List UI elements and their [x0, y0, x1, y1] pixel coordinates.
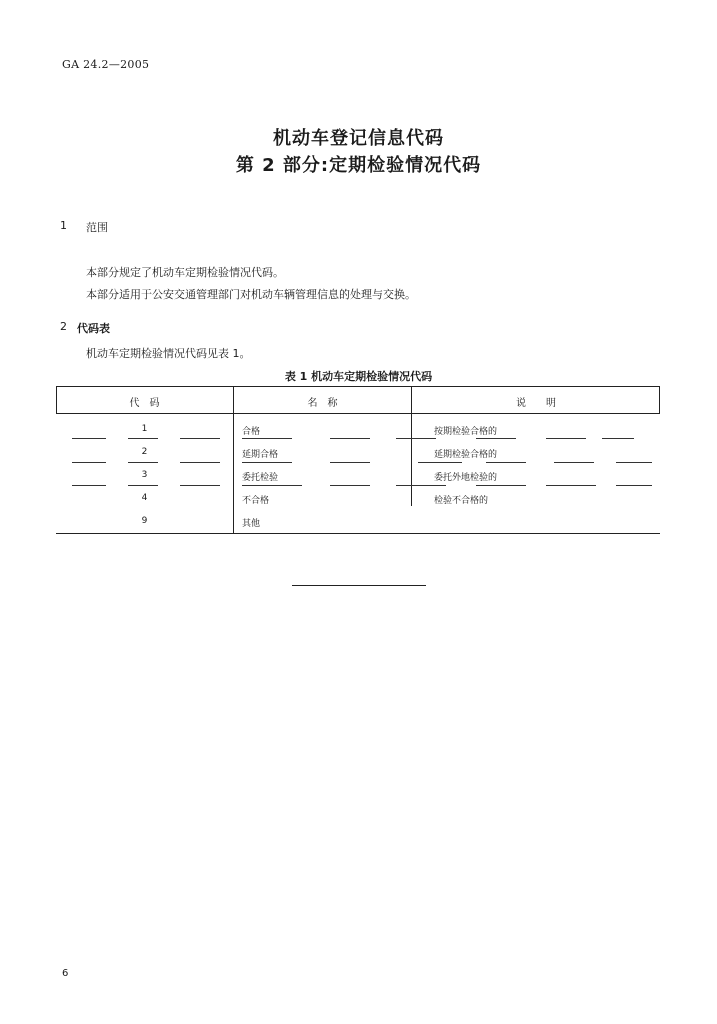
row-separator [476, 485, 526, 486]
row-separator [476, 438, 516, 439]
row-separator [330, 438, 370, 439]
row-code: 2 [141, 447, 148, 457]
row-name: 其他 [242, 519, 261, 529]
header-name: 名 称 [307, 398, 338, 409]
row-separator [554, 462, 594, 463]
document-title: 机动车登记信息代码 [273, 128, 444, 149]
row-description: 检验不合格的 [434, 496, 489, 506]
row-separator [546, 485, 596, 486]
row-separator [72, 485, 106, 486]
table-top-border [56, 386, 660, 387]
row-separator [242, 462, 292, 463]
page-number: 6 [62, 968, 69, 979]
section-1-paragraph-1: 本部分规定了机动车定期检验情况代码。 [86, 266, 284, 279]
row-code: 4 [141, 493, 148, 503]
row-separator [180, 485, 220, 486]
row-separator [330, 462, 370, 463]
row-separator [396, 485, 446, 486]
row-separator [396, 438, 436, 439]
section-1-paragraph-2: 本部分适用于公安交通管理部门对机动车辆管理信息的处理与交换。 [86, 288, 416, 301]
row-separator [242, 438, 292, 439]
standard-number: GA 24.2—2005 [62, 58, 150, 71]
code-table [56, 386, 660, 534]
row-name: 不合格 [242, 496, 270, 506]
row-separator [180, 438, 220, 439]
row-name: 委托检验 [242, 473, 279, 483]
row-separator [72, 438, 106, 439]
row-separator [330, 485, 370, 486]
row-separator [72, 462, 106, 463]
header-code: 代 码 [129, 398, 160, 409]
table-header-separator [56, 413, 660, 414]
row-separator [486, 462, 526, 463]
table-bottom-border [56, 533, 660, 534]
table-caption: 表 1 机动车定期检验情况代码 [284, 370, 433, 383]
row-separator [128, 462, 158, 463]
row-name: 延期合格 [242, 450, 279, 460]
row-separator [546, 438, 586, 439]
row-separator [242, 485, 302, 486]
section-1-title: 范围 [86, 221, 108, 234]
section-2-paragraph-1: 机动车定期检验情况代码见表 1。 [86, 347, 251, 360]
row-separator [128, 485, 158, 486]
row-code: 3 [141, 470, 148, 480]
row-separator [616, 462, 652, 463]
section-2-title: 代码表 [77, 322, 110, 335]
document-subtitle: 第 2 部分:定期检验情况代码 [235, 155, 482, 176]
row-separator [128, 438, 158, 439]
section-1-number: 1 [60, 219, 67, 232]
end-of-document-line [292, 585, 426, 586]
section-2-number: 2 [60, 320, 67, 333]
row-description: 按期检验合格的 [434, 427, 498, 437]
row-separator [180, 462, 220, 463]
row-description: 延期检验合格的 [434, 450, 498, 460]
header-description: 说 明 [516, 398, 556, 409]
row-code: 9 [141, 516, 148, 526]
row-separator [602, 438, 634, 439]
row-code: 1 [141, 424, 148, 434]
row-description: 委托外地检验的 [434, 473, 498, 483]
row-name: 合格 [242, 427, 261, 437]
row-separator [418, 462, 462, 463]
row-separator [616, 485, 652, 486]
